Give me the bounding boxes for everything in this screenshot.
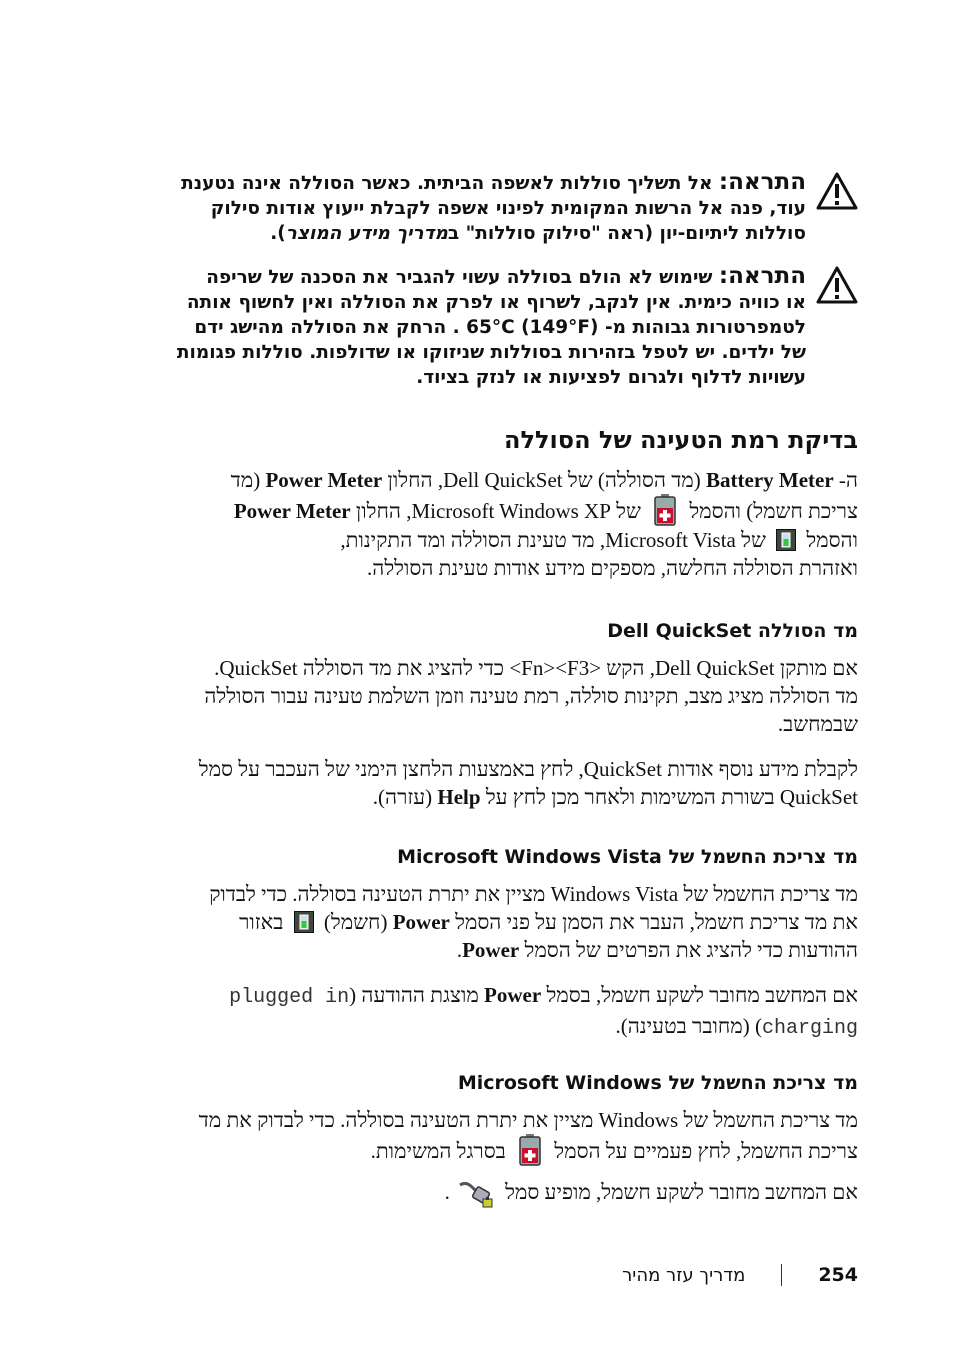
warning-disposal (118, 170, 858, 246)
quickset-paragraph-1: אם מותקן Dell QuickSet, הקש <Fn><F3> כדי להציג את מד הסוללה QuickSet. מד הסוללה מציג מצב, תקינות סוללה, רמת טעינה וזמן השלמת טעינה עבור הסוללה שבמחשב. (204, 656, 858, 736)
warning-text: התראה: שימוש לא הולם בסוללה עשוי להגביר את הסכנה של שריפה או כוויה כימית. אין לנקב, לשרוף או לפרק את הסוללה ואין לחשוף אותה לטמפרטורות גבוהות מ- 65°C (149°F) . הרחק את הסוללה מהישג ידם של ילדים. יש לטפל בזהירות בסוללות שניזוקו או שדולפות. סוללות פגומות עשויות לדלוף ולגרום לפציעות או לנזק בציוד. (176, 263, 806, 388)
guide-reference: מדריך מידע המוצר (285, 223, 448, 244)
battery-icon (654, 494, 676, 526)
footer-divider (781, 1264, 782, 1286)
quickset-heading: מד הסוללה Dell QuickSet (607, 620, 858, 642)
warning-label: התראה: (718, 169, 806, 195)
status-code-charging: charging (761, 1017, 858, 1040)
vista-paragraph-1: מד צריכת החשמל של Windows Vista מציין את יתרת הטעינה בסוללה. כדי לבדוק את מד צריכת חשמל, העבר את הסמן על פני הסמל Power (חשמל) באזור ההודעות כדי להציג את הפרטים של הסמל Power. (209, 882, 858, 962)
quickset-paragraph-2: לקבלת מידע נוסף אודות QuickSet, לחץ באמצעות הלחצן הימני של העכבר על סמל QuickSet בשורת המשימות ולאחר מכן לחץ על Help (עזרה). (198, 757, 858, 809)
page-footer (622, 1260, 858, 1290)
vista-power-icon (776, 529, 796, 551)
footer-title: מדריך עזר מהיר (622, 1264, 746, 1286)
ac-plug-icon (456, 1179, 494, 1209)
status-code-plugged-in: plugged in (229, 986, 350, 1009)
warning-label: התראה: (718, 263, 806, 289)
vista-power-icon (294, 911, 314, 933)
windows-paragraph-2: אם המחשב מחובר לשקע חשמל, מופיע סמל . (118, 1178, 858, 1209)
intro-paragraph: ה- Battery Meter (מד הסוללה) של Dell QuickSet, החלון Power Meter (מד צריכת חשמל) והסמל של Microsoft Windows XP, החלון Power Meter והסמל של Microsoft Vista, מד טעינת הסוללה ומד התקינות, ואזהרת הסוללה החלשה, מספקים מידע אודות טעינת הסוללה. (230, 468, 858, 580)
vista-heading: מד צריכת החשמל של Microsoft Windows Vista (397, 846, 858, 868)
windows-heading: מד צריכת החשמל של Microsoft Windows (457, 1072, 858, 1094)
vista-paragraph-2: אם המחשב מחובר לשקע חשמל, בסמל Power מוצגת ההודעה (plugged in charging) (מחובר בטעינה). (229, 983, 858, 1040)
warning-fire-hazard (118, 264, 858, 390)
windows-paragraph-1: מד צריכת החשמל של Windows מציין את יתרת הטעינה בסוללה. כדי לבדוק את מד צריכת החשמל, לחץ פעמיים על הסמל בסרגל המשימות. (118, 1106, 858, 1166)
page-number: 254 (818, 1264, 858, 1286)
warning-triangle-icon (816, 266, 858, 304)
warning-triangle-icon (816, 172, 858, 210)
section-title: בדיקת רמת הטעינה של הסוללה (504, 426, 858, 454)
warning-text: התראה: אל תשליך סוללות לאשפה הביתית. כאשר הסוללה אינה נטענת עוד, פנה אל הרשות המקומית לפינוי אשפה לקבלת ייעוץ אודות סילוק סוללות ליתיום-יון (ראה "סילוק סוללות" במדריך מידע המוצר). (181, 169, 806, 244)
battery-icon (519, 1134, 541, 1166)
